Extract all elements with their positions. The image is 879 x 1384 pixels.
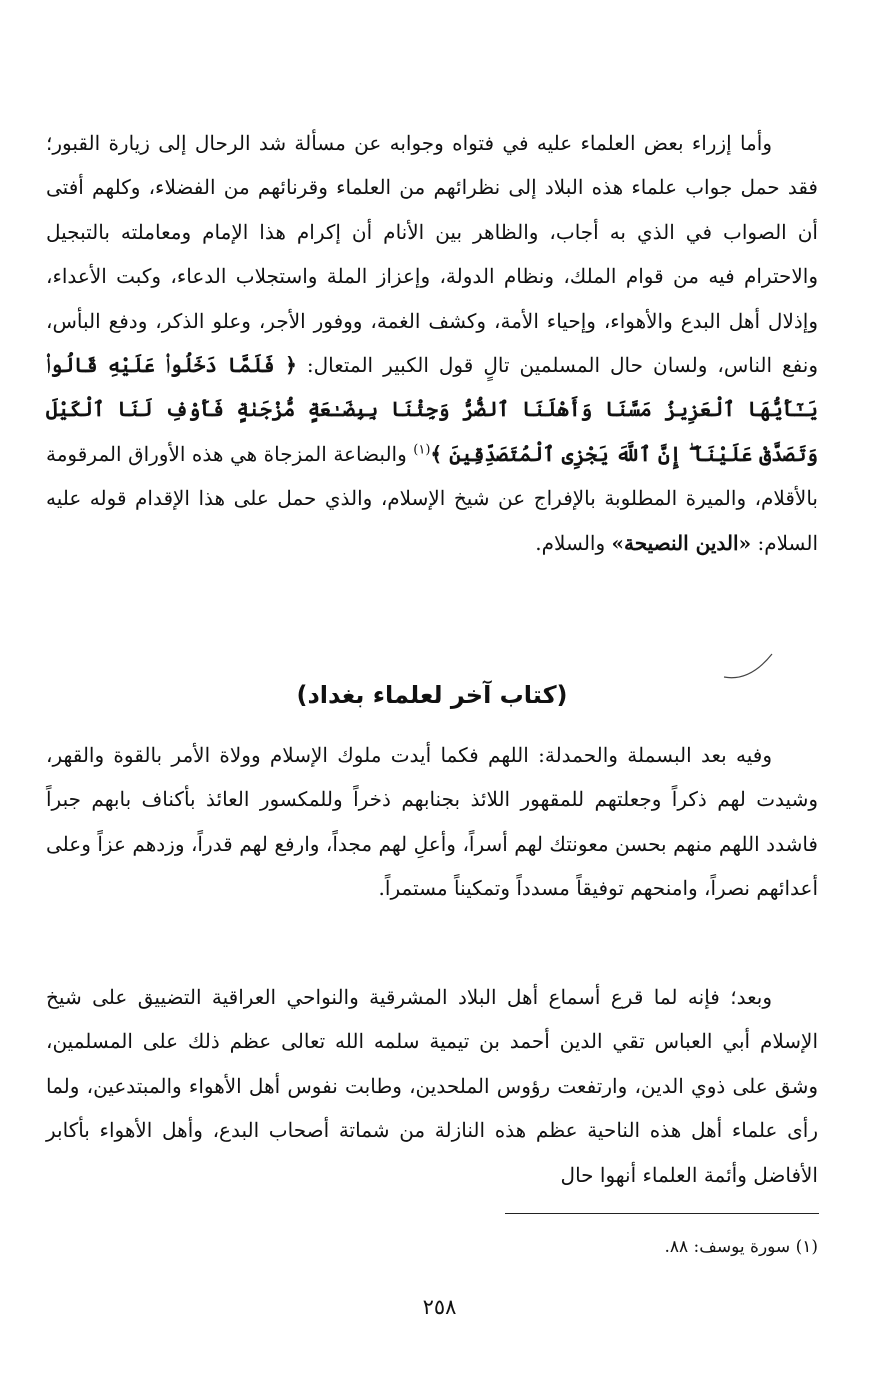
footnote: (١) سورة يوسف: ٨٨. bbox=[664, 1237, 818, 1257]
paragraph-1-ending: والسلام. bbox=[535, 530, 606, 555]
page-number: ٢٥٨ bbox=[422, 1295, 457, 1319]
hadith-quote: «الدين النصيحة» bbox=[611, 530, 752, 555]
paragraph-1 bbox=[46, 121, 818, 565]
paragraph-1-indent bbox=[772, 131, 818, 155]
paragraph-3-text: وبعد؛ فإنه لما قرع أسماع أهل البلاد المشرقية والنواحي العراقية التضييق على شيخ الإسلام أبي العباس تقي الدين أحمد بن تيمية سلمه الله تعالى عظم ذلك على المسلمين، وشق على ذوي الدين، وارتفعت رؤوس الملحدين، وطابت نفوس أهل الأهواء والمبتدعين، ولما رأى علماء أهل هذه الناحية عظم هذه النازلة من شماتة أصحاب البدع، وأهل الأهواء بأكابر الأفاضل وأئمة العلماء أنهوا حال bbox=[46, 985, 818, 1187]
paragraph-1-text: وأما إزراء بعض العلماء عليه في فتواه وجوابه عن مسألة شد الرحال إلى زيارة القبور؛ فقد حمل جواب علماء هذه البلاد إلى نظرائهم من العلماء وقرنائهم من الفضلاء، وكلهم أفتى أن الصواب في الذي به أجاب، والظاهر بين الأنام أن إكرام هذا الإمام ومعاملته بالتبجيل والاحترام فيه من قوام الملك، ونظام الدولة، وإعزاز الملة واستجلاب الدعاء، وكبت الأعداء، وإذلال أهل البدع والأهواء، وإحياء الأمة، وكشف الغمة، ووفور الأجر، وعلو الذكر، ودفع البأس، ونفع الناس، ولسان حال المسلمين تالٍ قول الكبير المتعال: bbox=[46, 131, 819, 378]
footnote-reference: (١) bbox=[413, 442, 431, 458]
section-heading: (كتاب آخر لعلماء بغداد) bbox=[296, 681, 568, 709]
footnote-divider bbox=[505, 1213, 819, 1214]
paragraph-2-text: وفيه بعد البسملة والحمدلة: اللهم فكما أيدت ملوك الإسلام وولاة الأمر بالقوة والقهر، وشيدت لهم ذكراً وجعلتهم للمقهور اللائذ بجنابهم ذخراً وللمكسور العائذ بأكناف بابهم جبراً فاشدد اللهم منهم بحسن معونتك لهم أسراً، وأعلِ لهم مجداً، وارفع لهم قدراً، وزدهم عزاً وعلى أعدائهم نصراً، وامنحهم توفيقاً مسدداً وتمكيناً مستمراً. bbox=[46, 743, 818, 901]
paragraph-2-indent bbox=[772, 743, 818, 767]
paragraph-3-indent bbox=[772, 985, 818, 1009]
paragraph-3 bbox=[46, 975, 818, 1197]
paragraph-2 bbox=[46, 733, 818, 911]
quran-verse: ﴿ فَلَمَّا دَخَلُوا۟ عَلَيْهِ قَالُوا۟ يَـٰٓأَيُّهَا ٱلْعَزِيزُ مَسَّنَا وَأَهْلَنَا ٱلضُّرُّ وَجِئْنَا بِبِضَـٰعَةٍ مُّزْجَىٰةٍ فَأَوْفِ لَنَا ٱلْكَيْلَ وَتَصَدَّقْ عَلَيْنَآ ۖ إِنَّ ٱللَّهَ يَجْزِى ٱلْمُتَصَدِّقِينَ ﴾ bbox=[46, 353, 819, 466]
paragraph-1-after-verse: والبضاعة المزجاة هي هذه الأوراق المرقومة بالأقلام، والميرة المطلوبة بالإفراج عن شيخ الإسلام، والذي حمل على هذا الإقدام قوله عليه السلام: bbox=[46, 441, 818, 555]
